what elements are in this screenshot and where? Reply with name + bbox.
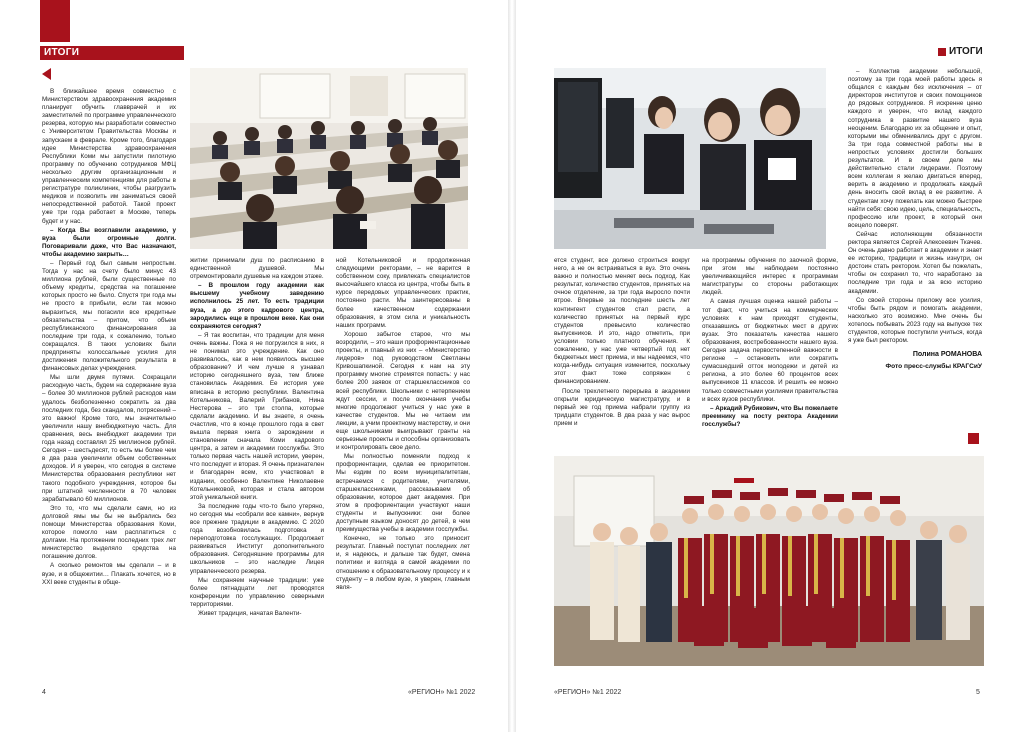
triangle-marker-icon — [42, 68, 51, 80]
section-header-left — [40, 46, 184, 60]
paragraph: Мы сохраняем научные традиции: уже более пятнадцати лет проводятся конференции по управлению северными территориями. — [190, 576, 324, 608]
text-column-4 — [554, 257, 690, 449]
paragraph: Живет традиция, начатая Валенти- — [198, 610, 302, 618]
text-column-3 — [336, 257, 470, 668]
page-number-right: 5 — [976, 689, 980, 696]
paragraph: ется студент, все должно строиться вокруг него, а не он встраиваться в вуз. Это очень важно и полностью меняет весь подход. Как результат, количество студентов, принятых на очное отделение, за три года выросло почти втрое. Впервые за последние шесть лет контингент студентов стал расти, а количество принятых на первый курс студентов превысило количество выпускников. И это, надо отметить, при условии только платного обучения. К сожалению, у нас уже четвертый год нет бюджетных мест приема, и мы надеемся, что когда-нибудь ситуация изменится, поскольку этот факт тоже сопряжен с финансированием. — [554, 257, 690, 386]
page-number-left: 4 — [42, 689, 46, 696]
photo-credit: Фото пресс-службы КРАГСиУ — [885, 363, 982, 371]
paragraph: А сколько ремонтов мы сделали – и в вузе, и в общежитии… Плакать хочется, но в XXI веке студенты в обще- — [42, 562, 176, 586]
paragraph: А самая лучшая оценка нашей работы – тот факт, что учиться на коммерческих условиях к нам приходят студенты, отказавшись от бюджетных мест в других вузах. Это показатель качества нашего образования, востребованности нашего вуза. Сегодня задача первостепенной важности в регионе – остановить или сократить сумасшедший отток молодежи и детей из региона, а это более 60 процентов всех выпускников 11 классов. И решить ее можно только совместными усилиями правительства и всех вузов республики. — [702, 298, 838, 403]
section-header-right — [938, 46, 983, 57]
paragraph: – Первый год был самым непростым. Тогда у нас на счету было минус 43 миллиона рублей, были существенные по объему кредиты, средства на погашение которых просто не было. Спустя три года мы не просто в прибыли, если так можно выразиться, мы погасили все кредитные обязательства – притом, что объем республиканского финансирования за последние три года, к сожалению, только сокращался. В таких условиях были предприняты колоссальные усилия для достижения положительного результата в финансовых делах учреждения. — [42, 259, 176, 373]
section-title-left: ИТОГИ — [44, 47, 80, 58]
question-paragraph: – В прошлом году академии как высшему учебному заведению исполнилось 25 лет. То есть традиции вуза, а до этого кадрового центра, зародились еще в прошлом веке. Как они сохраняются сегодня? — [190, 282, 324, 330]
page-gutter — [508, 0, 516, 732]
paragraph: – Коллектив академии небольшой, поэтому за три года моей работы здесь я общался с каждым без исключения – от директоров институтов и своих помощников до рядовых сотрудников. Я искренне ценю каждого и уверен, что вклад каждого сотрудника в развитие нашего вуза неоценим. Благодарю их за общение и опыт, которыми мы обменивались друг с другом. За три года совместной работы мы в непростых условиях достигли больших результатов. И в своем деле мы действительно стали лидерами. Поэтому всем коллегам я желаю двигаться вперед, верить в академию и продолжать каждый день вносить свой вклад в ее развитие. А студентам хочу пожелать как можно быстрее найти себя: свою идею, цель, специальность, профессию или проект, в который они всецело поверят. — [848, 68, 982, 229]
paragraph: Сейчас исполняющим обязанности ректора является Сергей Алексеевич Ткачев. Он очень давно работает в академии и знает ее историю, традиции и жизнь изнутри, он достоин стать ректором. Хотел бы пожелать, чтобы он сохранил то, что наработано за последние три года и за всю историю академии. — [848, 230, 982, 295]
paragraph: В ближайшее время совместно с Министерством здравоохранения академия планирует обучить главврачей и их заместителей по программе управленческого резерва, которую мы разработали совместно с Университетом Правительства Москвы и запускаем в феврале. Кроме того, благодаря идее Министерства здравоохранения Республики Коми мы запустили пилотную программу по обучению сотрудников МФЦ несколько другим организационным и управленческим компетенциям для работы в регистратуре поликлиник, чтобы разгрузить медиков и позволить им заниматься своей непосредственной работой. Такой проект уже три года работает в Москве, теперь будет и у нас. — [42, 88, 176, 225]
question-paragraph: – Когда Вы возглавили академию, у вуза были огромные долги. Поговаривали даже, что Вас назначают, чтобы академию закрыть… — [42, 226, 176, 258]
photo-lecture-hall — [190, 68, 468, 249]
text-column-2 — [190, 257, 324, 668]
square-bullet-icon — [938, 48, 946, 56]
paragraph: Это то, что мы сделали сами, но из долговой ямы мы бы не выбрались без помощи Министерства образования Коми, которое помогло нам расплатиться с долгами. На протяжении последних трех лет министерство выделяло средства на погашение долгов. — [42, 504, 176, 561]
square-end-marker-icon — [968, 433, 979, 444]
paragraph: Мы шли двумя путями. Сокращали расходную часть, будем на содержание вуза – более 30 миллионов рублей расходов нам удалось безболезненно сократить за два последних года, без скандалов, потрясений – это важно! Кроме того, мы значительно увеличили нашу внебюджетную часть. Для сравнения, весь внебюджет академии три года назад составлял 25 миллионов рублей. Сегодня – шестьдесят, то есть мы более чем в два раза увеличили объем собственных доходов. И я уверен, что сегодня в системе Министерства образования республики нет такого подобного учреждения, которое бы при штатной численности в 70 человек зарабатывало 60 миллионов. — [42, 374, 176, 503]
magazine-issue-right: «РЕГИОН» №1 2022 — [554, 689, 622, 696]
paragraph: Мы полностью поменяли подход к профориентации, сделав ее приоритетом. Мы ездим по всем муниципалитетам, встречаемся с родителями, учителями, старшеклассниками, рассказываем об образовании, которое дает академия. При этом в профориентации участвуют наши студенты и выпускники: они более доступным языком доносят до детей, в чем преимущества учебы в академии госслужбы. — [336, 453, 470, 534]
text-column-5 — [702, 257, 838, 449]
photo-computer-class — [554, 68, 826, 249]
magazine-issue-left: «РЕГИОН» №1 2022 — [408, 689, 476, 696]
red-corner-tab — [40, 0, 70, 42]
paragraph: Хорошо забытое старое, что мы возродили, – это наши профориентационные проекты, и главный из них – «Министерство лидеров» под руководством Светланы Кривошапкиной. Сегодня к нам на эту программу многие стремятся попасть: у нас более 200 заявок от старшеклассников со всей республики. Школьники с нетерпением ждут сессии, и после окончания учебы многие продолжают учиться у нас уже в качестве студентов. Мы не читаем им лекции, а учим проектному мастерству, и они еще школьниками выигрывают гранты на серьезные проекты и способны организовать и контролировать свое дело. — [336, 330, 470, 452]
question-paragraph: – Аркадий Рубикович, что Вы пожелаете преемнику на посту ректора Академии госслужбы? — [702, 404, 838, 428]
author-signature: Полина РОМАНОВА — [912, 351, 982, 359]
paragraph: – Я так воспитан, что традиции для меня очень важны. Пока я не погрузился в них, я не понимал это учреждение. Как оно развивалось, как в нем появилось высшее образование? И чем лучше я узнавал историю сегодняшнего вуза, тем ближе становилась Академия. Ее история уже вписана в историю республики. Валентина Котельникова, Валерий Грибанов, Нина Нестерова – это три столпа, которые сделали академию. И вы знаете, я очень счастлив, что в конце прошлого года в свет вышла первая книга о зарождении и становлении сначала Коми кадрового центра, а затем и академии госслужбы. Это только первая часть нашей истории, уверен, что последует и вторая. Я очень признателен и благодарен всем, кто участвовал в издании, особенно Валентине Николаевне Котельниковой, которая и стала автором этой уникальной книги. — [190, 331, 324, 501]
text-column-1 — [42, 88, 176, 668]
text-column-6 — [848, 68, 982, 428]
paragraph: После трехлетнего перерыва в академии открыли юридическую магистратуру, и в первый же год приема набрали группу из тридцати студентов. В два раза у нас вырос прием и — [554, 387, 690, 427]
photo-graduation-group — [554, 456, 984, 666]
paragraph: житии принимали душ по расписанию в единственной душевой. Мы отремонтировали душевые на каждом этаже. — [190, 257, 324, 281]
section-title-right: ИТОГИ — [949, 46, 983, 57]
paragraph: Конечно, не только это приносит результат. Главный поступат последних лет и, я надеюсь, и дальше так будет, смена политики и взгляда в самой академии по отношению к образовательному процессу и к студенту – в любом вузе, я уверен, главным явля- — [336, 535, 470, 591]
paragraph: на программы обучения по заочной форме, при этом мы наблюдаем постоянно увеличивающийся интерес к программам магистратуры со стороны работающих людей. — [702, 257, 838, 297]
paragraph: ной Котельниковой и продолженная следующими ректорами, – не варится в собственном соку, привлекать специалистов высочайшего класса из центра, чтобы быть в курсе передовых управленческих практик, постоянно расти. Мы заинтересованы в более качественном содержании образования, в этом сила и уникальность наших программ. — [336, 257, 470, 329]
paragraph: За последние годы что-то было утеряно, но сегодня мы «собрали все камни», вернув все прежние традиции в академию. С 2020 года возобновилась подготовка и переподготовка госслужащих. Продолжает развиваться Институт дополнительного образования. Сегодняшние программы для школьников – это наследие Лицея управленческого резерва. — [190, 502, 324, 575]
paragraph: Со своей стороны приложу все усилия, чтобы быть рядом и помогать академии, насколько это возможно. Мне очень бы хотелось побывать 2023 году на выпуске тех студентов, которые поступили учиться, когда я уже был ректором. — [848, 296, 982, 345]
